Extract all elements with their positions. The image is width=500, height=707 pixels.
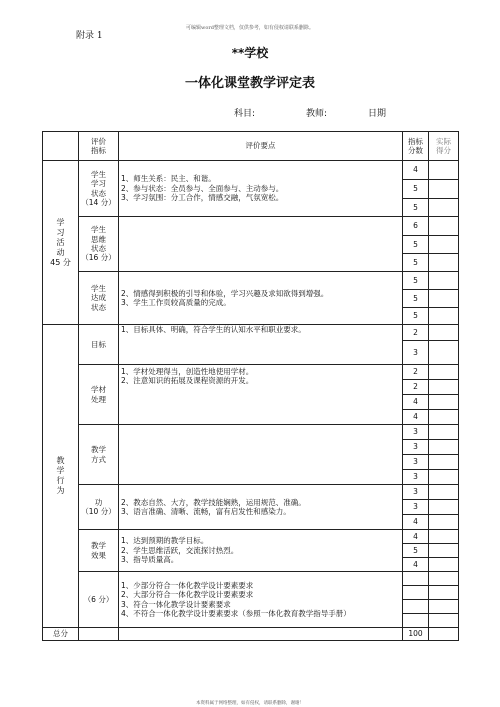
score-cell: 4 bbox=[403, 530, 429, 544]
point-item: 1、目标具体、明确，符合学生的认知水平和职业要求。 bbox=[121, 325, 306, 334]
points-design bbox=[119, 572, 403, 628]
point-item: 2、教态自然、大方，教学技能娴熟，运用规范、准确。 bbox=[121, 497, 306, 507]
actual-score-cell[interactable] bbox=[429, 180, 459, 199]
score-cell: 2 bbox=[403, 380, 429, 395]
points-thinking-state bbox=[119, 217, 403, 272]
total-score: 100 bbox=[403, 628, 429, 641]
point-item: 1、师生关系：民主、和谐。 bbox=[121, 174, 216, 184]
actual-score-cell[interactable] bbox=[429, 425, 459, 440]
score-cell: 5 bbox=[403, 254, 429, 272]
actual-score-cell[interactable] bbox=[429, 586, 459, 600]
score-cell: 4 bbox=[403, 161, 429, 180]
score-cell bbox=[403, 614, 429, 628]
indicator-teaching-effect: 教学 效果 bbox=[79, 530, 119, 572]
actual-score-cell[interactable] bbox=[429, 500, 459, 515]
actual-score-cell[interactable] bbox=[429, 254, 459, 272]
indicator-teaching-method: 教学 方式 bbox=[79, 425, 119, 485]
actual-score-cell[interactable] bbox=[429, 395, 459, 410]
point-item: 2、注意知识的拓展及课程资源的开发。 bbox=[121, 376, 254, 386]
point-item: 3、语言准确、清晰、流畅，富有启发性和感染力。 bbox=[121, 507, 291, 516]
point-item: 3、指导质量高。 bbox=[121, 555, 179, 565]
indicator-learning-state: 学生 学习 状态 （14 分） bbox=[79, 161, 119, 217]
actual-score-cell[interactable] bbox=[429, 236, 459, 254]
point-item: 2、参与状态：全员参与、全面参与、主动参与。 bbox=[121, 183, 284, 193]
indicator-design: （6 分） bbox=[79, 572, 119, 628]
score-cell: 5 bbox=[403, 272, 429, 290]
point-item: 1、达到预期的教学目标。 bbox=[121, 536, 209, 546]
indicator-thinking-state: 学生 思维 状态 （16 分） bbox=[79, 217, 119, 272]
score-cell: 4 bbox=[403, 410, 429, 425]
score-cell bbox=[403, 600, 429, 614]
points-achievement-state bbox=[119, 272, 403, 325]
score-cell: 5 bbox=[403, 544, 429, 558]
subject-label: 科目: bbox=[234, 109, 256, 119]
header-note: 可编辑word整理文档，仅供参考，如有侵权请联系删除。 bbox=[186, 25, 314, 31]
score-cell: 6 bbox=[403, 217, 429, 236]
score-cell: 3 bbox=[403, 500, 429, 515]
date-label: 日期 bbox=[368, 109, 387, 119]
points-teaching-effect bbox=[119, 530, 403, 572]
actual-score-cell[interactable] bbox=[429, 614, 459, 628]
actual-score-cell[interactable] bbox=[429, 341, 459, 365]
score-cell: 2 bbox=[403, 365, 429, 380]
total-label: 总分 bbox=[43, 628, 79, 641]
indicator-objective: 目标 bbox=[79, 325, 119, 365]
teacher-label: 教师: bbox=[306, 109, 328, 119]
actual-score-cell[interactable] bbox=[429, 308, 459, 325]
points-basic-skills bbox=[119, 485, 403, 530]
point-item: 1、少部分符合一体化教学设计要素要求 bbox=[121, 580, 254, 590]
score-cell: 5 bbox=[403, 180, 429, 199]
score-cell: 4 bbox=[403, 515, 429, 530]
score-cell: 2 bbox=[403, 325, 429, 341]
actual-score-cell[interactable] bbox=[429, 199, 459, 217]
total-actual-score-cell[interactable] bbox=[429, 628, 459, 641]
point-item: 3、学习氛围：分工合作，情感交融，气氛宽松。 bbox=[121, 193, 284, 203]
score-cell: 5 bbox=[403, 199, 429, 217]
actual-score-cell[interactable] bbox=[429, 470, 459, 485]
score-cell: 3 bbox=[403, 455, 429, 470]
point-item: 3、学生工作页较高质量的完成。 bbox=[121, 298, 231, 307]
score-cell: 3 bbox=[403, 485, 429, 500]
points-teaching-method bbox=[119, 425, 403, 485]
indicator-achievement-state: 学生 达成 状态 bbox=[79, 272, 119, 325]
point-item: 2、情感得到积极的引导和体验，学习兴趣及求知欲得到增强。 bbox=[121, 288, 329, 298]
indicator-material-handling: 学材 处理 bbox=[79, 365, 119, 425]
score-cell: 3 bbox=[403, 440, 429, 455]
actual-score-cell[interactable] bbox=[429, 440, 459, 455]
actual-score-cell[interactable] bbox=[429, 290, 459, 308]
score-cell: 3 bbox=[403, 341, 429, 365]
actual-score-cell[interactable] bbox=[429, 544, 459, 558]
score-cell: 5 bbox=[403, 290, 429, 308]
footer-note: 本资料属于网络整理，如有侵权，请联系删除，谢谢！ bbox=[196, 701, 304, 706]
actual-score-cell[interactable] bbox=[429, 365, 459, 380]
point-item: 2、学生思维活跃，交流探讨热烈。 bbox=[121, 545, 239, 555]
score-cell: 5 bbox=[403, 308, 429, 325]
actual-score-cell[interactable] bbox=[429, 272, 459, 290]
score-cell: 4 bbox=[403, 558, 429, 572]
actual-score-cell[interactable] bbox=[429, 572, 459, 586]
point-item: 3、符合一体化教学设计要素要求 bbox=[121, 599, 231, 609]
actual-score-cell[interactable] bbox=[429, 410, 459, 425]
score-cell: 3 bbox=[403, 425, 429, 440]
actual-score-cell[interactable] bbox=[429, 485, 459, 500]
score-cell: 3 bbox=[403, 470, 429, 485]
actual-score-cell[interactable] bbox=[429, 515, 459, 530]
score-cell: 5 bbox=[403, 236, 429, 254]
section-learning-activity: 学 习 活 动 45 分 bbox=[43, 161, 79, 325]
score-cell bbox=[403, 586, 429, 600]
indicator-basic-skills: 功 （10 分） bbox=[79, 485, 119, 530]
header-points: 评价要点 bbox=[119, 132, 403, 161]
actual-score-cell[interactable] bbox=[429, 325, 459, 341]
actual-score-cell[interactable] bbox=[429, 455, 459, 470]
school-name: **学校 bbox=[231, 46, 269, 60]
evaluation-table bbox=[42, 131, 459, 641]
form-title: 一体化课堂教学评定表 bbox=[184, 76, 315, 91]
actual-score-cell[interactable] bbox=[429, 530, 459, 544]
point-item: 4、不符合一体化教学设计要素要求（参照一体化教育教学指导手册） bbox=[121, 608, 351, 618]
points-learning-state bbox=[119, 161, 403, 217]
header-indicator: 评价 指标 bbox=[79, 132, 119, 161]
section-teaching-behavior: 教 学 行 为 bbox=[43, 325, 79, 628]
appendix-label: 附录 1 bbox=[76, 31, 103, 41]
actual-score-cell[interactable] bbox=[429, 600, 459, 614]
actual-score-cell[interactable] bbox=[429, 380, 459, 395]
actual-score-cell[interactable] bbox=[429, 217, 459, 236]
actual-score-cell[interactable] bbox=[429, 558, 459, 572]
points-objective bbox=[119, 325, 403, 365]
score-cell bbox=[403, 572, 429, 586]
header-actual-score: 实际 得分 bbox=[429, 132, 459, 161]
score-cell: 4 bbox=[403, 395, 429, 410]
points-material-handling bbox=[119, 365, 403, 425]
point-item: 2、大部分符合一体化教学设计要素要求 bbox=[121, 590, 254, 600]
point-item: 1、学材处理得当，创造性地使用学材。 bbox=[121, 367, 254, 376]
actual-score-cell[interactable] bbox=[429, 161, 459, 180]
header-max-score: 指标 分数 bbox=[403, 132, 429, 161]
